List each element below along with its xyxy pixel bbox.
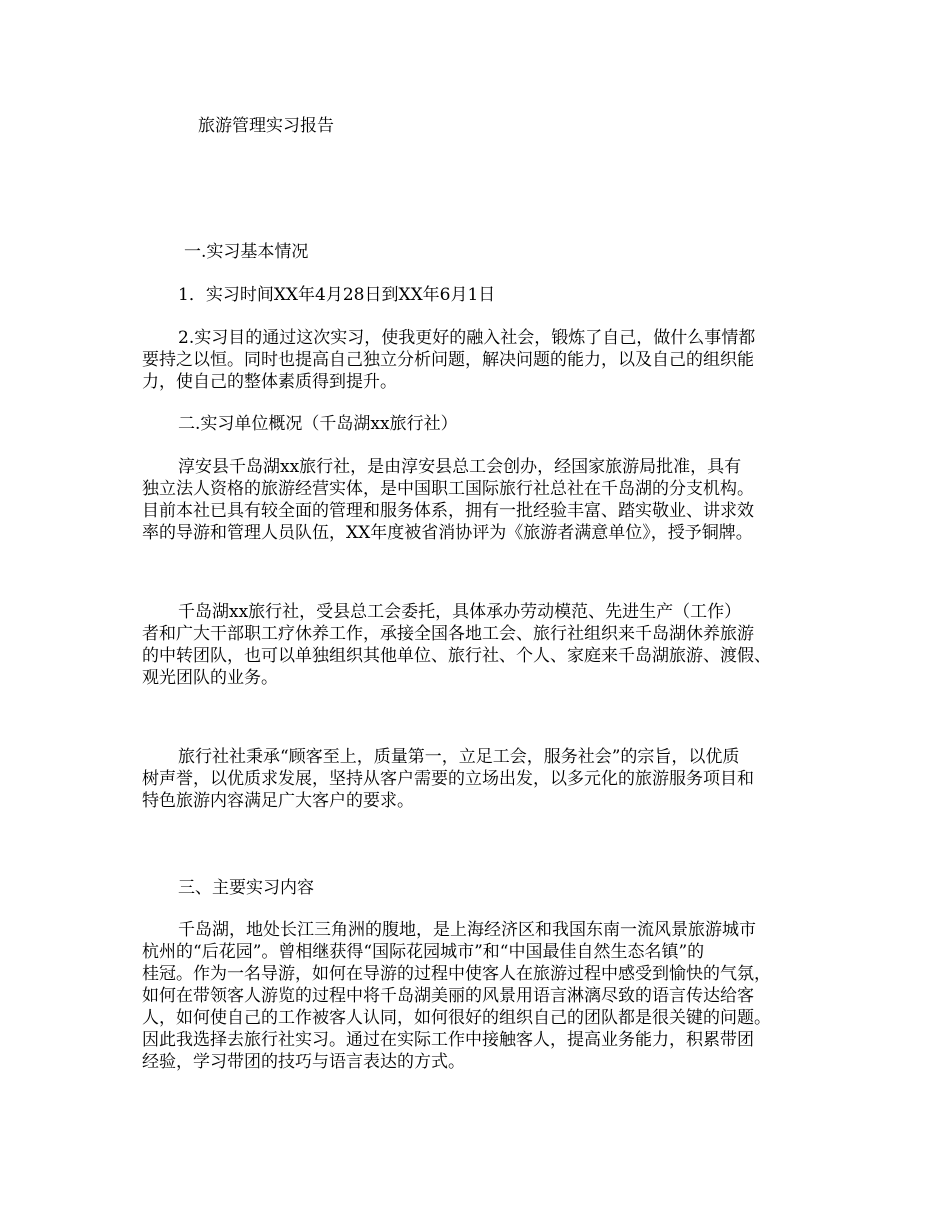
paragraph-line: 如何在带领客人游览的过程中将千岛湖美丽的风景用语言淋漓尽致的语言传达给客 [142,986,754,1006]
internship-purpose-line: 力，使自己的整体素质得到提升。 [142,372,397,392]
section-heading-main-content: 三、主要实习内容 [178,878,314,898]
paragraph-line: 目前本社已具有较全面的管理和服务体系，拥有一批经验丰富、踏实敬业、讲求效 [142,501,754,521]
section-heading-unit-overview: 二.实习单位概况（千岛湖xx旅行社） [178,414,458,434]
internship-purpose-line: 要持之以恒。同时也提高自己独立分析问题，解决问题的能力，以及自己的组织能 [142,350,754,370]
paragraph-line: 淳安县千岛湖xx旅行社，是由淳安县总工会创办，经国家旅游局批准，具有 [178,457,742,477]
internship-period: 1．实习时间XX年4月28日到XX年6月1日 [178,285,496,305]
paragraph-line: 的中转团队，也可以单独组织其他单位、旅行社、个人、家庭来千岛湖旅游、渡假、 [142,646,771,666]
paragraph-line: 千岛湖，地处长江三角洲的腹地，是上海经济区和我国东南一流风景旅游城市 [178,920,756,940]
paragraph-line: 杭州的“后花园”。曾相继获得“国际花园城市”和“中国最佳自然生态名镇”的 [142,942,705,962]
paragraph-line: 者和广大干部职工疗休养工作，承接全国各地工会、旅行社组织来千岛湖休养旅游 [142,624,754,644]
section-heading-basic-info: 一.实习基本情况 [184,242,309,262]
paragraph-line: 千岛湖xx旅行社，受县总工会委托，具体承办劳动模范、先进生产（工作） [178,602,742,622]
paragraph-line: 人，如何使自己的工作被客人认同，如何很好的组织自己的团队都是很关键的问题。 [142,1008,771,1028]
paragraph-line: 特色旅游内容满足广大客户的要求。 [142,791,414,811]
paragraph-line: 树声誉，以优质求发展，坚持从客户需要的立场出发，以多元化的旅游服务项目和 [142,769,754,789]
paragraph-line: 经验，学习带团的技巧与语言表达的方式。 [142,1052,465,1072]
internship-purpose-line: 2.实习目的通过这次实习，使我更好的融入社会，锻炼了自己，做什么事情都 [178,328,756,348]
paragraph-line: 独立法人资格的旅游经营实体，是中国职工国际旅行社总社在千岛湖的分支机构。 [142,479,754,499]
document-title: 旅游管理实习报告 [198,116,334,136]
paragraph-line: 旅行社社秉承“顾客至上，质量第一，立足工会，服务社会”的宗旨，以优质 [178,747,740,767]
paragraph-line: 因此我选择去旅行社实习。通过在实际工作中接触客人，提高业务能力，积累带团 [142,1030,754,1050]
paragraph-line: 桂冠。作为一名导游，如何在导游的过程中使客人在旅游过程中感受到愉快的气氛， [142,964,771,984]
paragraph-line: 观光团队的业务。 [142,668,278,688]
paragraph-line: 率的导游和管理人员队伍，XX年度被省消协评为《旅游者满意单位》，授予铜牌。 [142,523,753,543]
